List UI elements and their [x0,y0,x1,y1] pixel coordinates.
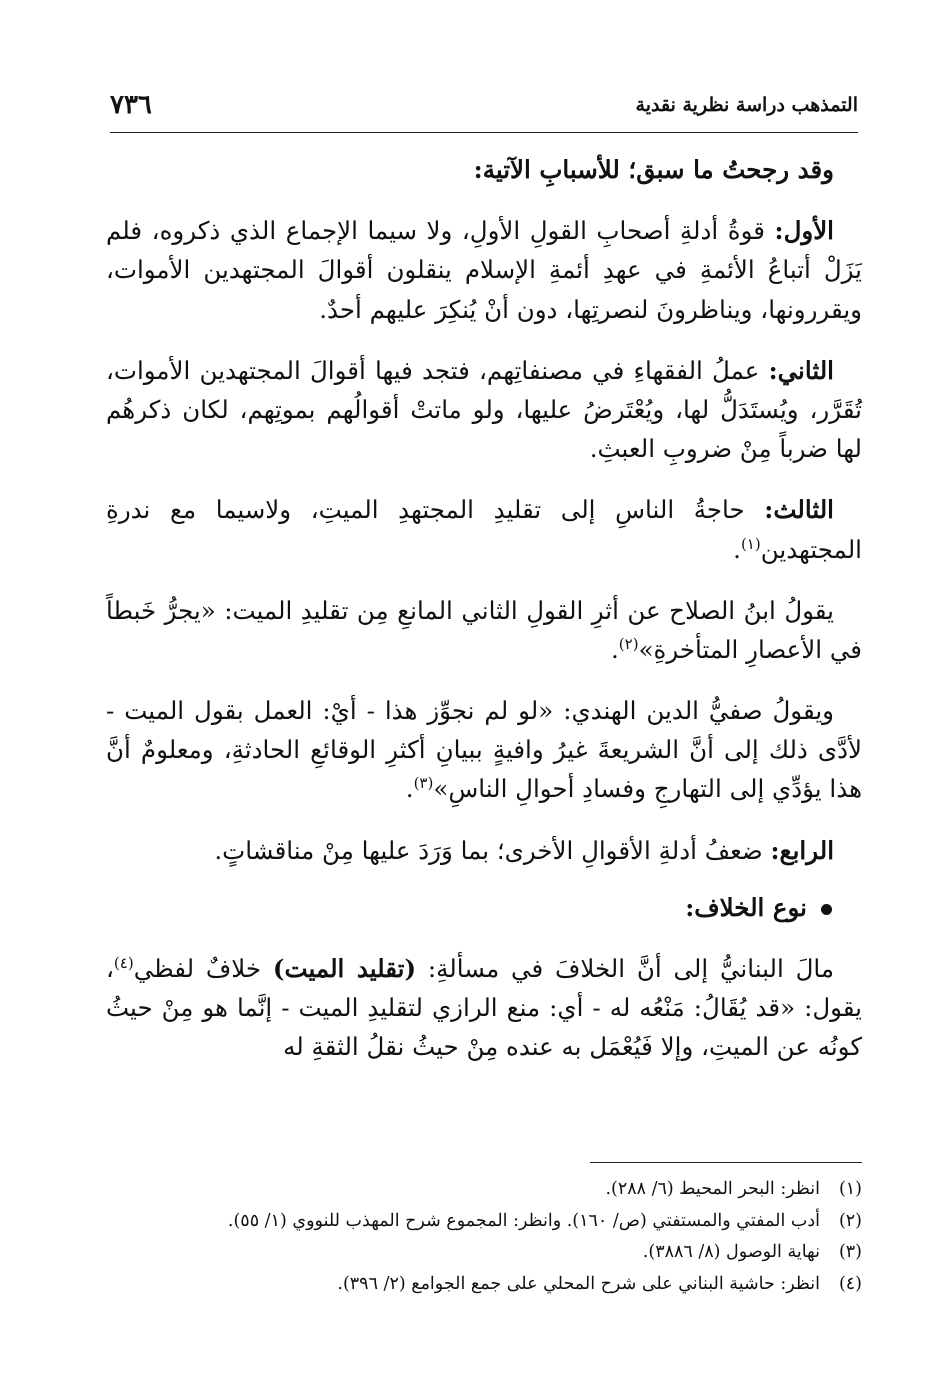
main-text [106,150,862,1089]
footnote-ref-4[interactable]: (٤) [113,953,134,972]
khilaf-text-part2: خلافٌ لفظي [133,954,273,983]
footnote-text: انظر: حاشية البناني على شرح المحلي على جمع الجوامع (٢/ ٣٩٦). [337,1273,820,1294]
khilaf-text-part3: ، يقول: «قد يُقَالُ: مَنْعُه له - أي: منع الرازي لتقليدِ الميت - إنَّما هو مِنْ حيثُ كونُه عن الميتِ، وإلا فَيُعْمَل به عنده مِنْ حيثُ نقلُ الثقةِ له [106,954,862,1062]
khilaf-bold-term: (تقليد الميت) [272,954,417,983]
reason-second-paragraph [106,351,862,469]
footnote-ref-1[interactable]: (١) [740,534,761,553]
hindi-quote-paragraph [106,691,862,809]
page-header [110,90,858,130]
intro-sentence [106,150,862,189]
page-number: ٧٣٦ [110,90,152,120]
footnote-ref-2[interactable]: (٢) [618,634,639,653]
running-title: التمذهب دراسة نظرية نقدية [635,94,858,116]
bullet-icon [821,904,832,915]
footnote-number: (٣) [838,1242,862,1262]
footnote-text: أدب المفتي والمستفتي (ص/ ١٦٠). وانظر: المجموع شرح المهذب للنووي (١/ ٥٥). [227,1210,820,1231]
reason-fourth-label: الرابع: [770,835,834,865]
hindi-quote-tail: . [405,774,414,804]
footnote-text: نهاية الوصول (٨/ ٣٨٨٦). [642,1242,820,1262]
ibn-salah-quote-tail: . [610,634,619,664]
intro-text: وقد رجحتُ ما سبق؛ للأسبابِ الآتية: [473,155,834,184]
reason-second-text: عملُ الفقهاءِ في مصنفاتِهم، فتجد فيها أقوالَ المجتهدين الأموات، تُقَرَّر، ويُستَدَلُّ لها، ويُعْتَرضُ عليها، ولو ماتتْ أقوالُهم بموتِهم، لكان ذكرهُم لها ضرباً مِنْ ضروبِ العبثِ. [106,355,862,464]
reason-first-label: الأول: [774,216,834,246]
footnote-divider [590,1162,862,1163]
section-heading-text: نوع الخلاف: [685,892,807,922]
reason-first-paragraph [106,211,862,329]
ibn-salah-quote-paragraph [106,591,862,669]
reason-fourth-text: ضعفُ أدلةِ الأقوالِ الأخرى؛ بما وَرَدَ عليها مِنْ مناقشاتٍ. [214,835,771,865]
khilaf-text-part1: مالَ البنانيُّ إلى أنَّ الخلافَ في مسألةِ: [416,954,834,983]
footnote-number: (١) [838,1179,862,1199]
khilaf-paragraph [106,949,862,1067]
footnote-number: (٤) [838,1273,862,1294]
reason-second-label: الثاني: [768,355,834,385]
reason-third-text: حاجةُ الناسِ إلى تقليدِ المجتهدِ الميتِ، ولاسيما مع ندرةِ المجتهدين [106,495,862,564]
footnote-number: (٢) [838,1210,862,1231]
footnote-text: انظر: البحر المحيط (٦/ ٢٨٨). [605,1179,820,1199]
reason-first-text: قوةُ أدلةِ أصحابِ القولِ الأولِ، ولا سيما الإجماع الذي ذكروه، فلم يَزَلْ أتباعُ الأئمةِ في عهدِ أئمةِ الإسلام ينقلون أقوالَ المجتهدين الأموات، ويقررونها، ويناظرونَ لنصرتِها، دون أنْ يُنكِرَ عليهم أحدٌ. [106,216,862,324]
reason-third-tail: . [733,534,741,564]
section-heading [106,888,862,927]
footnote-ref-3[interactable]: (٣) [413,774,434,793]
reason-fourth-paragraph [106,831,862,870]
ibn-salah-quote-text: يقولُ ابنُ الصلاح عن أثرِ القولِ الثاني المانعِ مِن تقليدِ الميت: «يجرُّ خَبطاً في الأعصارِ المتأخرةِ» [106,595,862,664]
footnotes [150,1174,862,1300]
footnote-item [150,1237,862,1269]
footnote-item [150,1269,862,1301]
hindi-quote-text: ويقولُ صفيُّ الدين الهندي: «لو لم نجوِّز هذا - أيْ: العمل بقول الميت - لأدَّى ذلك إلى أنَّ الشريعةَ غيرُ وافيةٍ ببيانِ أكثرِ الوقائعِ الحادثةِ، ومعلومٌ أنَّ هذا يؤدِّي إلى التهارجِ وفسادِ أحوالِ الناسِ» [106,696,862,804]
footnote-item [150,1174,862,1206]
reason-third-label: الثالث: [764,495,834,525]
header-divider [110,132,858,133]
reason-third-paragraph [106,490,862,568]
footnote-item [150,1206,862,1238]
